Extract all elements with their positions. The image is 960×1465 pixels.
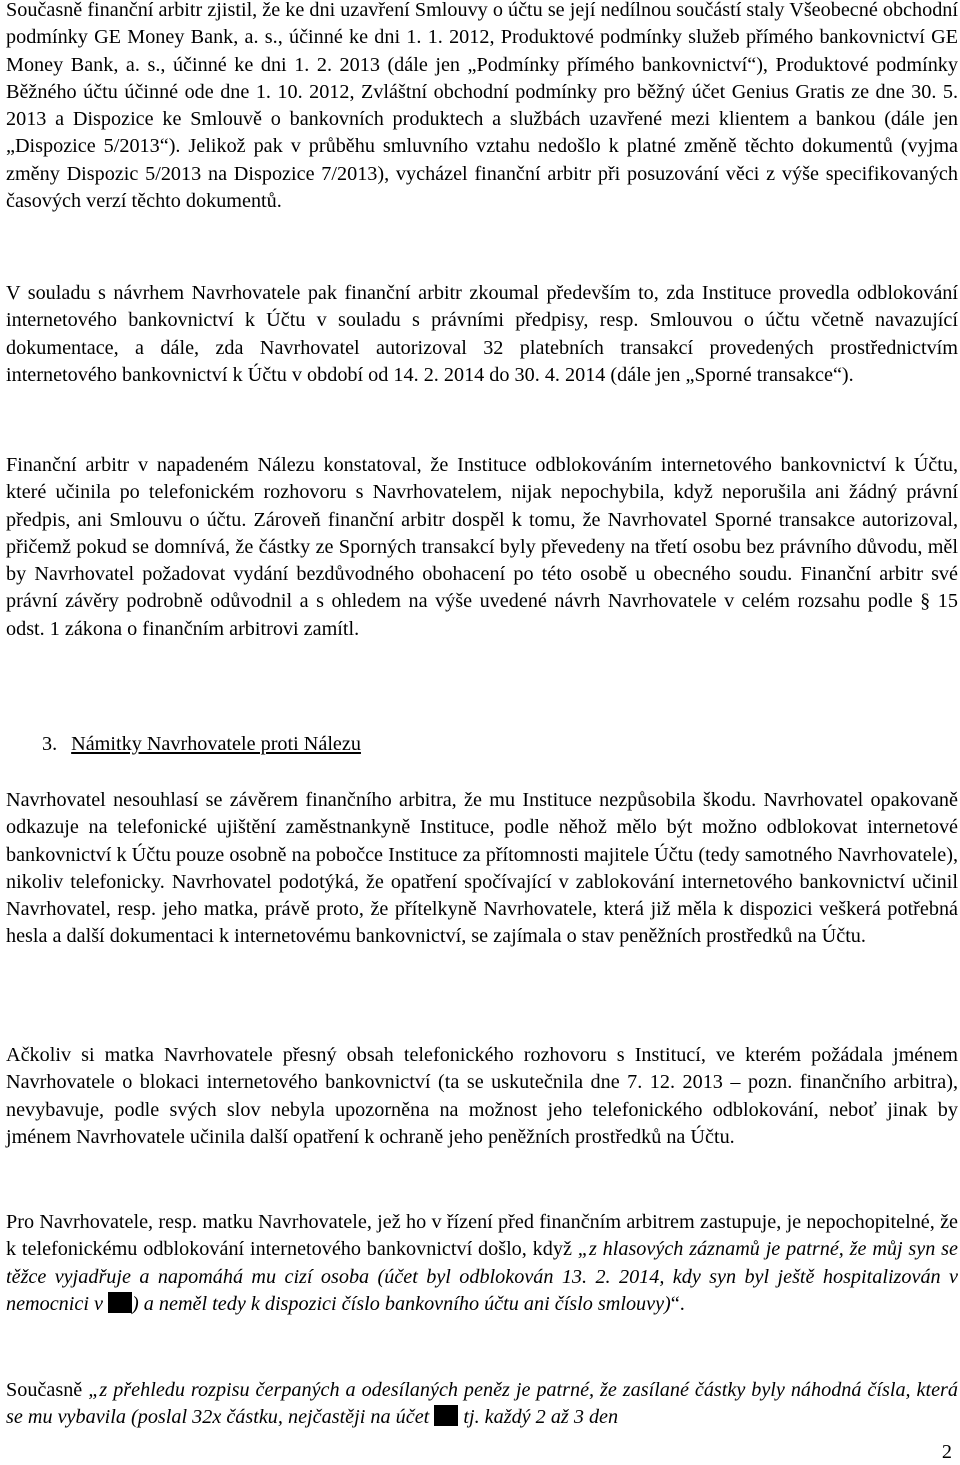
- paragraph-4: Navrhovatel nesouhlasí se závěrem finančního arbitra, že mu Instituce nezpůsobila škodu. Navrhovatel opakovaně odkazuje na telefonické ujištění zaměstnankyně Instituce, podle něhož mělo být možno odblokovat internetové bankovnictví k Účtu pouze osobně na pobočce Instituce za přítomnosti majitele Účtu (tedy samotného Navrhovatele), nikoliv telefonicky. Navrhovatel podotýká, že opatření spočívající v zablokování internetového bankovnictví učinil Navrhovatel, resp. jeho matka, právě proto, že přítelkyně Navrhovatele, která již měla k dispozici veškerá potřebná hesla a další dokumentaci k internetovému bankovnictví, se zajímala o stav peněžních prostředků na Účtu.: [6, 789, 958, 948]
- paragraph-7: [6, 1377, 958, 1432]
- redaction-block: [108, 1292, 132, 1313]
- paragraph-7-quote-2: tj. každý 2 až 3 den: [458, 1406, 619, 1429]
- paragraph-6-text-1: Pro Navrhovatele, resp. matku Navrhovatele, jež ho v řízení před finančním arbitrem zastupuje, je nepochopitelné, že k telefonickému odblokování internetového bankovnictví došlo, když: [6, 1211, 958, 1261]
- section-number: 3.: [42, 733, 58, 755]
- page-number: 2: [941, 1441, 952, 1463]
- paragraph-3: Finanční arbitr v napadeném Nálezu konstatoval, že Instituce odblokováním internetového bankovnictví k Účtu, které učinila po telefonickém rozhovoru s Navrhovatelem, nijak nepochybila, když neporušila ani žádný právní předpis, ani Smlouvu o účtu. Zároveň finanční arbitr dospěl k tomu, že Navrhovatel Sporné transakce autorizoval, přičemž pokud se domnívá, že částky ze Sporných transakcí byly převedeny na třetí osobu bez právního důvodu, měl by Navrhovatel požadovat vydání bezdůvodného obohacení po této osobě u obecného soudu. Finanční arbitr své právní závěry podrobně odůvodnil a s ohledem na výše uvedené návrh Navrhovatele v celém rozsahu podle § 15 odst. 1 zákona o finančním arbitrovi zamítl.: [6, 454, 958, 640]
- section-title: Námitky Navrhovatele proti Nálezu: [71, 733, 361, 755]
- paragraph-6-text-2: “.: [670, 1292, 685, 1315]
- paragraph-6: [6, 1209, 958, 1318]
- section-heading: [42, 731, 361, 758]
- paragraph-1: Současně finanční arbitr zjistil, že ke dni uzavření Smlouvy o účtu se její nedílnou součástí staly Všeobecné obchodní podmínky GE Money Bank, a. s., účinné ke dni 1. 1. 2012, Produktové podmínky služeb přímého bankovnictví GE Money Bank, a. s., účinné ke dni 1. 2. 2013 (dále jen „Podmínky přímého bankovnictví“), Produktové podmínky Běžného účtu účinné ode dne 1. 10. 2012, Zvláštní obchodní podmínky pro běžný účet Genius Gratis ze dne 30. 5. 2013 a Dispozice ke Smlouvě o bankovních produktech a službách uzavřené mezi klientem a bankou (dále jen „Dispozice 5/2013“). Jelikož pak v průběhu smluvního vztahu nedošlo k platné změně těchto dokumentů (vyjma změny Dispozic 5/2013 na Dispozice 7/2013), vycházel finanční arbitr při posuzování věci z výše specifikovaných časových verzí těchto dokumentů.: [6, 0, 958, 213]
- paragraph-6-quote-2: ) a neměl tedy k dispozici číslo bankovního účtu ani číslo smlouvy): [132, 1292, 671, 1315]
- paragraph-6-quote-1: „z hlasových záznamů je patrné, že můj syn se těžce vyjadřuje a napomáhá mu cizí osoba (účet byl odblokován 13. 2. 2014, kdy syn byl ještě hospitalizován v nemocnici v: [6, 1238, 958, 1315]
- redaction-block: [434, 1405, 458, 1426]
- paragraph-5: Ačkoliv si matka Navrhovatele přesný obsah telefonického rozhovoru s Institucí, ve kterém požádala jménem Navrhovatele o blokaci internetového bankovnictví (ta se uskutečnila dne 7. 12. 2013 – pozn. finančního arbitra), nevybavuje, podle svých slov nebyla upozorněna na možnost jeho telefonického odblokování, neboť jinak by jménem Navrhovatele učinila další opatření k ochraně jeho peněžních prostředků na Účtu.: [6, 1044, 958, 1148]
- paragraph-2: V souladu s návrhem Navrhovatele pak finanční arbitr zkoumal především to, zda Instituce provedla odblokování internetového bankovnictví k Účtu v souladu s právními předpisy, resp. Smlouvou o účtu včetně navazující dokumentace, a dále, zda Navrhovatel autorizoval 32 platebních transakcí provedených prostřednictvím internetového bankovnictví k Účtu v období od 14. 2. 2014 do 30. 4. 2014 (dále jen „Sporné transakce“).: [6, 282, 958, 386]
- paragraph-7-quote-1: „z přehledu rozpisu čerpaných a odesílaných peněz je patrné, že zasílané částky byly náhodná čísla, která se mu vybavila (poslal 32x částku, nejčastěji na účet: [6, 1379, 958, 1429]
- paragraph-7-text-1: Současně: [6, 1379, 89, 1401]
